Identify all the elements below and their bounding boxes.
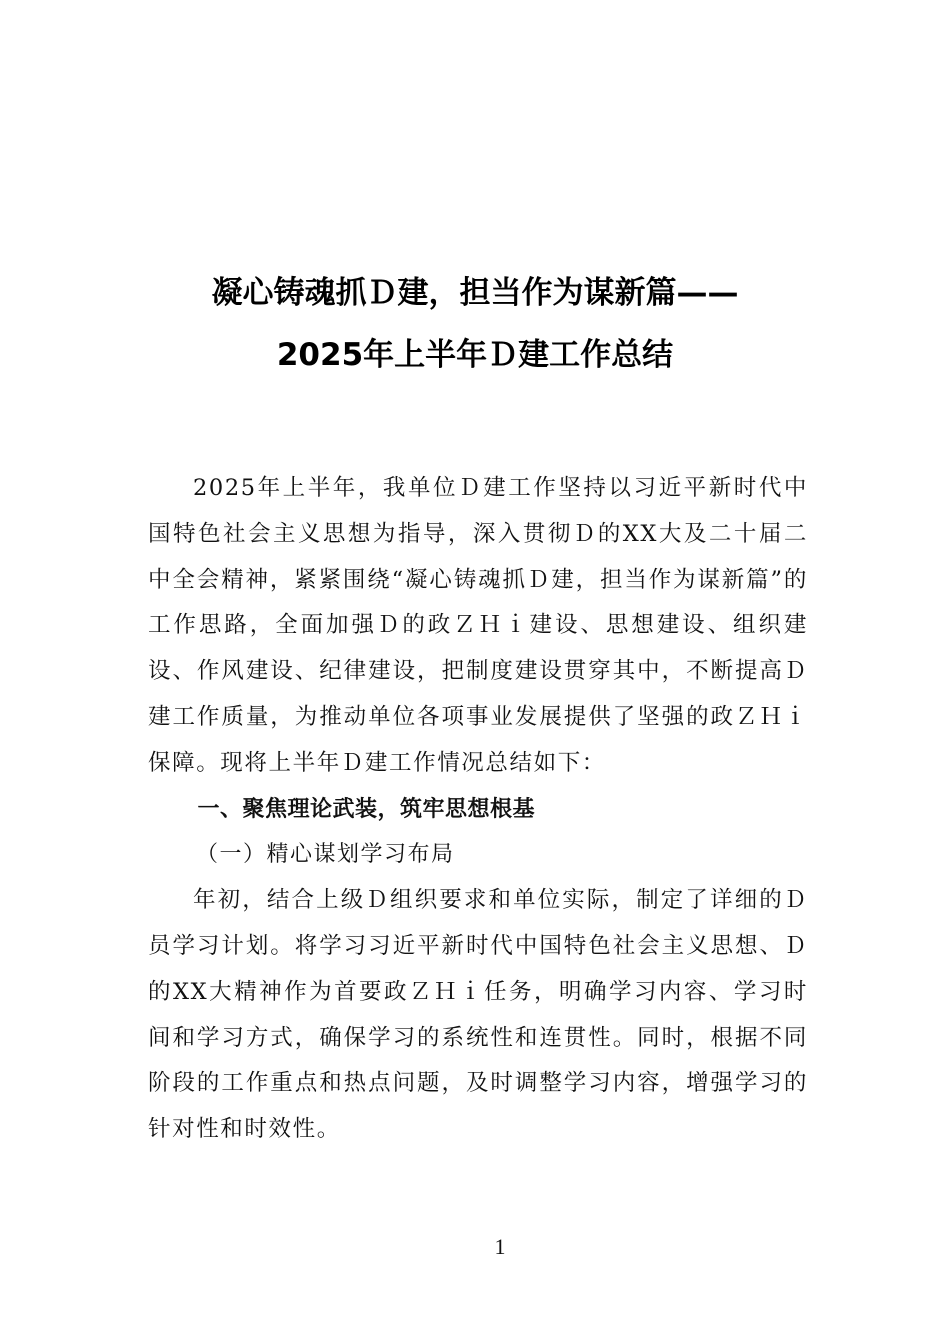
- document-title: [100, 262, 850, 386]
- subsection-heading: （一）精心谋划学习布局: [196, 842, 455, 868]
- subsection-paragraph: 年初，结合上级Ｄ组织要求和单位实际，制定了详细的Ｄ员学习计划。将学习习近平新时代中国特色社会主义思想、Ｄ的XX大精神作为首要政ＺＨｉ任务，明确学习内容、学习时间和学习方式，确保学习的系统性和连贯性。同时，根据不同阶段的工作重点和热点问题，及时调整学习内容，增强学习的针对性和时效性。: [148, 887, 808, 1143]
- title-line-1: 凝心铸魂抓Ｄ建，担当作为谋新篇——: [211, 275, 739, 311]
- intro-paragraph: 2025年上半年，我单位Ｄ建工作坚持以习近平新时代中国特色社会主义思想为指导，深入贯彻Ｄ的XX大及二十届二中全会精神，紧紧围绕“凝心铸魂抓Ｄ建，担当作为谋新篇”的工作思路，全面加强Ｄ的政ＺＨｉ建设、思想建设、组织建设、作风建设、纪律建设，把制度建设贯穿其中，不断提高Ｄ建工作质量，为推动单位各项事业发展提供了坚强的政ＺＨｉ保障。现将上半年Ｄ建工作情况总结如下：: [148, 475, 808, 776]
- document-body: [148, 466, 808, 1153]
- section-heading: 一、聚焦理论武装，筑牢思想根基: [197, 796, 536, 822]
- title-line-2: 2025年上半年Ｄ建工作总结: [276, 337, 674, 373]
- page-number: 1: [494, 1234, 506, 1259]
